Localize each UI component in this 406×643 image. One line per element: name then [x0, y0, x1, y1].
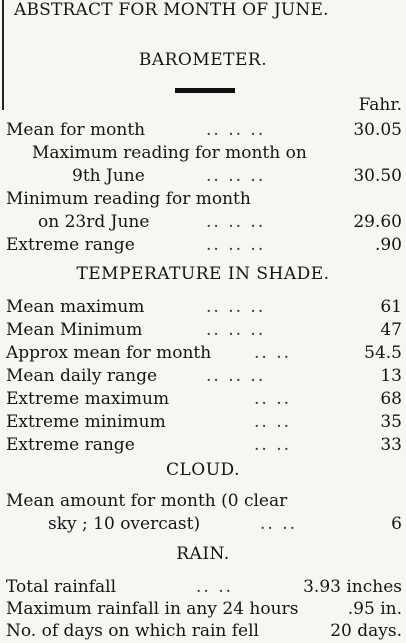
cloud-heading: CLOUD.: [166, 460, 240, 480]
row-dots: .. ..: [254, 412, 292, 432]
row-value: 47: [380, 320, 402, 340]
row-value: 3.93 inches: [303, 577, 402, 597]
row-dots: .. .. ..: [206, 166, 266, 186]
temperature-row: [6, 365, 402, 387]
barometer-unit: Fahr.: [358, 95, 402, 115]
row-label: on 23rd June: [38, 212, 150, 232]
barometer-heading: BAROMETER.: [138, 50, 268, 70]
row-value: .90: [374, 235, 402, 255]
row-dots: .. ..: [254, 343, 292, 363]
row-label: Total rainfall: [6, 577, 117, 597]
row-label: sky ; 10 overcast): [48, 514, 201, 534]
row-label: Mean daily range: [6, 366, 158, 386]
row-label: Extreme range: [6, 235, 135, 255]
row-value: 6: [391, 514, 402, 534]
barometer-row: [6, 211, 402, 233]
row-label: Extreme maximum: [6, 389, 170, 409]
row-label: Approx mean for month: [6, 343, 212, 363]
row-dots: .. .. ..: [206, 235, 266, 255]
cloud-line-1: Mean amount for month (0 clear: [6, 491, 288, 511]
heading-divider: [175, 88, 235, 93]
row-label: 9th June: [72, 166, 145, 186]
row-dots: .. ..: [254, 435, 292, 455]
barometer-row: [6, 234, 402, 256]
row-dots: .. .. ..: [206, 297, 266, 317]
row-dots: .. .. ..: [206, 120, 266, 140]
temperature-row: [6, 342, 402, 364]
row-value: 68: [380, 389, 402, 409]
row-value: 13: [380, 366, 402, 386]
row-value: 30.05: [353, 120, 402, 140]
temperature-heading: TEMPERATURE IN SHADE.: [76, 264, 330, 284]
rain-row: [6, 576, 402, 598]
rain-row: [6, 598, 402, 620]
rain-heading: RAIN.: [176, 544, 230, 564]
row-value: 30.50: [353, 166, 402, 186]
row-value: 33: [380, 435, 402, 455]
row-dots: .. .. ..: [206, 320, 266, 340]
row-label: Extreme range: [6, 435, 135, 455]
row-label: Mean Minimum: [6, 320, 143, 340]
temperature-row: [6, 411, 402, 433]
temperature-row: [6, 319, 402, 341]
row-value: 54.5: [364, 343, 402, 363]
temperature-row: [6, 296, 402, 318]
barometer-row: [6, 165, 402, 187]
temperature-row: [6, 388, 402, 410]
barometer-row: [6, 119, 402, 141]
row-label: Extreme minimum: [6, 412, 166, 432]
row-label: Maximum reading for month on: [32, 143, 307, 163]
row-label: Maximum rainfall in any 24 hours: [6, 599, 299, 619]
row-label: Mean for month: [6, 120, 146, 140]
row-value: .95 in.: [347, 599, 402, 619]
row-value: 29.60: [353, 212, 402, 232]
cloud-row: [6, 513, 402, 535]
row-dots: .. .. ..: [206, 212, 266, 232]
barometer-row: [6, 188, 402, 210]
rain-row: [6, 620, 402, 642]
page-title: ABSTRACT FOR MONTH OF JUNE.: [14, 0, 329, 20]
row-label: Minimum reading for month: [6, 189, 251, 209]
row-value: 20 days.: [330, 621, 402, 641]
row-value: 35: [380, 412, 402, 432]
row-dots: .. ..: [196, 577, 234, 597]
row-label: Mean maximum: [6, 297, 145, 317]
row-dots: .. ..: [254, 389, 292, 409]
row-label: No. of days on which rain fell: [6, 621, 259, 641]
barometer-row: [6, 142, 402, 164]
temperature-row: [6, 434, 402, 456]
row-value: 61: [380, 297, 402, 317]
row-dots: .. .. ..: [206, 366, 266, 386]
row-dots: .. ..: [260, 514, 298, 534]
